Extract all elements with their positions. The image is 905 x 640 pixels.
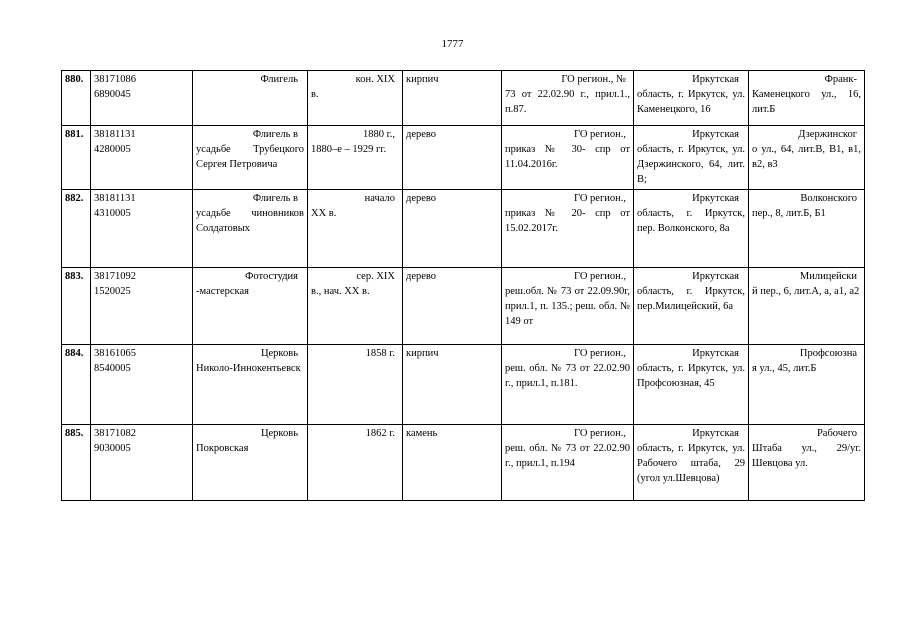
protection-document-line1: ГО регион., [574, 428, 626, 439]
object-address-rest: область, г. Иркутск, ул. Рабочего штаба, 29 (угол ул.Шевцова) [637, 443, 745, 484]
protection-document [502, 345, 634, 425]
heritage-registry-table [61, 70, 865, 501]
object-date [308, 345, 403, 425]
current-address-rest: я ул., 45, лит.Б [752, 363, 817, 374]
registry-code-part2: 8540005 [94, 363, 131, 374]
object-date-rest: 1880–е – 1929 гг. [311, 144, 387, 155]
protection-document-line1: ГО регион., [574, 271, 626, 282]
current-address-line1: Милицейски [799, 271, 857, 282]
object-date-line1: 1862 г. [365, 428, 395, 439]
object-number: 885. [62, 425, 91, 501]
registry-code-part2: 4310005 [94, 208, 131, 219]
object-address-line1: Иркутская [692, 74, 739, 85]
protection-document [502, 268, 634, 345]
page-number: 1777 [441, 38, 464, 50]
object-name [193, 190, 308, 268]
protection-document-rest: реш. обл. № 73 от 22.02.90 г., прил.1, п.194 [505, 443, 630, 469]
object-name-line1: Флигель в [252, 193, 298, 204]
registry-code-part1: 38171086 [94, 74, 136, 85]
object-name-rest: усадьбе Трубецкого Сергея Петровича [196, 144, 304, 170]
protection-document-line1: ГО регион., [574, 193, 626, 204]
object-date-line1: 1858 г. [365, 348, 395, 359]
current-address-line1: Дзержинског [798, 129, 857, 140]
object-date [308, 268, 403, 345]
table-row [62, 425, 865, 501]
object-date-rest: в. [311, 89, 319, 100]
object-address-line1: Иркутская [692, 348, 739, 359]
object-name-rest: Покровская [196, 443, 249, 454]
object-material: кирпич [403, 345, 502, 425]
registry-code-part2: 6890045 [94, 89, 131, 100]
table-row [62, 190, 865, 268]
object-address [634, 190, 749, 268]
object-address [634, 425, 749, 501]
object-name-rest: усадьбе чиновников Солдатовых [196, 208, 304, 234]
current-address-line1: Рабочего [816, 428, 857, 439]
protection-document-rest: реш.обл. № 73 от 22.09.90г, прил.1, п. 135.; реш. обл. № 149 от [505, 286, 630, 327]
object-name [193, 345, 308, 425]
registry-code [91, 71, 193, 126]
object-number: 880. [62, 71, 91, 126]
current-address-rest: й пер., 6, лит.А, а, а1, а2 [752, 286, 860, 297]
current-address-rest: Каменецкого ул., 16, лит.Б [752, 89, 861, 115]
current-address [749, 71, 865, 126]
object-date [308, 190, 403, 268]
object-name-line1: Флигель [260, 74, 298, 85]
object-address [634, 345, 749, 425]
object-address [634, 268, 749, 345]
registry-code-part1: 38181131 [94, 129, 136, 140]
object-date-line1: 1880 г., [363, 129, 395, 140]
current-address-rest: пер., 8, лит.Б, Б1 [752, 208, 826, 219]
protection-document [502, 71, 634, 126]
object-name-line1: Флигель в [252, 129, 298, 140]
current-address [749, 345, 865, 425]
registry-code [91, 345, 193, 425]
registry-code [91, 126, 193, 190]
object-address-rest: область, г. Иркутск, пер. Волконского, 8а [637, 208, 745, 234]
current-address-rest: о ул., 64, лит.В, В1, в1, в2, в3 [752, 144, 861, 170]
object-material: дерево [403, 190, 502, 268]
registry-code-part1: 38181131 [94, 193, 136, 204]
object-material: дерево [403, 268, 502, 345]
current-address [749, 425, 865, 501]
registry-code-part1: 38161065 [94, 348, 136, 359]
object-address-line1: Иркутская [692, 193, 739, 204]
object-address-rest: область, г. Иркутск, ул. Профсоюзная, 45 [637, 363, 745, 389]
protection-document-line1: ГО регион., [574, 348, 626, 359]
registry-code-part2: 1520025 [94, 286, 131, 297]
registry-code-part2: 4280005 [94, 144, 131, 155]
registry-code-part1: 38171082 [94, 428, 136, 439]
protection-document [502, 425, 634, 501]
object-name [193, 425, 308, 501]
protection-document-rest: 73 от 22.02.90 г., прил.1., п.87. [505, 89, 630, 115]
object-number: 883. [62, 268, 91, 345]
object-date-rest: в., нач. XX в. [311, 286, 370, 297]
current-address [749, 190, 865, 268]
object-date [308, 71, 403, 126]
protection-document-rest: приказ № 20- спр от 15.02.2017г. [505, 208, 630, 234]
object-name [193, 71, 308, 126]
object-date-rest: XX в. [311, 208, 337, 219]
object-number: 884. [62, 345, 91, 425]
table-row [62, 268, 865, 345]
table-row [62, 126, 865, 190]
object-material: камень [403, 425, 502, 501]
object-address-rest: область, г. Иркутск, пер.Милицейский, 6а [637, 286, 745, 312]
object-date-line1: сер. XIX [356, 271, 395, 282]
registry-code [91, 268, 193, 345]
table-row [62, 345, 865, 425]
object-name-rest: Николо-Иннокентьевск [196, 363, 301, 374]
object-name-rest: -мастерская [196, 286, 249, 297]
object-address-line1: Иркутская [692, 129, 739, 140]
object-address-rest: область, г. Иркутск, ул. Каменецкого, 16 [637, 89, 745, 115]
object-material: дерево [403, 126, 502, 190]
current-address-line1: Волконского [800, 193, 857, 204]
protection-document-line1: ГО регион., [574, 129, 626, 140]
object-number: 882. [62, 190, 91, 268]
protection-document-rest: приказ № 30- спр от 11.04.2016г. [505, 144, 630, 170]
object-name-line1: Церковь [260, 428, 298, 439]
current-address-rest: Штаба ул., 29/уг. Шевцова ул. [752, 443, 861, 469]
current-address-line1: Франк- [824, 74, 857, 85]
object-number: 881. [62, 126, 91, 190]
registry-code [91, 425, 193, 501]
object-address-rest: область, г. Иркутск, ул. Дзержинского, 64, лит. В; [637, 144, 745, 185]
registry-code [91, 190, 193, 268]
object-material: кирпич [403, 71, 502, 126]
object-name-line1: Фотостудия [245, 271, 298, 282]
object-address [634, 126, 749, 190]
registry-code-part1: 38171092 [94, 271, 136, 282]
object-date [308, 126, 403, 190]
object-date-line1: начало [364, 193, 395, 204]
object-name-line1: Церковь [260, 348, 298, 359]
protection-document [502, 190, 634, 268]
current-address [749, 268, 865, 345]
protection-document-line1: ГО регион., № [561, 74, 626, 85]
object-date-line1: кон. XIX [355, 74, 395, 85]
object-address [634, 71, 749, 126]
table-row [62, 71, 865, 126]
object-address-line1: Иркутская [692, 428, 739, 439]
current-address [749, 126, 865, 190]
protection-document-rest: реш. обл. № 73 от 22.02.90 г., прил.1, п.181. [505, 363, 630, 389]
object-date [308, 425, 403, 501]
protection-document [502, 126, 634, 190]
object-name [193, 268, 308, 345]
current-address-line1: Профсоюзна [799, 348, 857, 359]
object-name [193, 126, 308, 190]
object-address-line1: Иркутская [692, 271, 739, 282]
registry-code-part2: 9030005 [94, 443, 131, 454]
